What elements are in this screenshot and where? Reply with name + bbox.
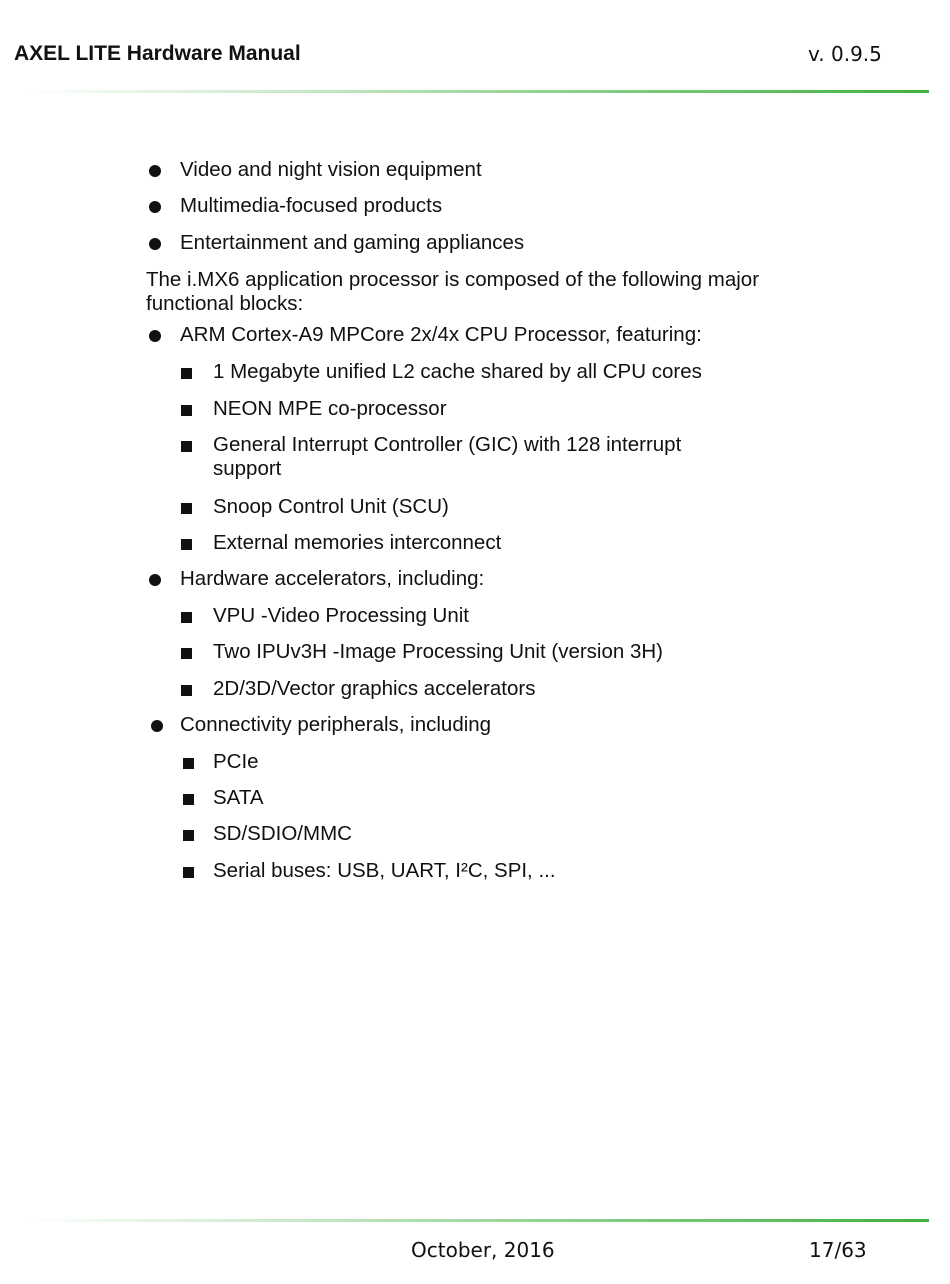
sub-list-item: 1 Megabyte unified L2 cache shared by all CPU cores	[213, 360, 702, 383]
intro-paragraph: The i.MX6 application processor is composed of the following major functional blocks:	[146, 268, 760, 315]
list-item-accelerators: Hardware accelerators, including:	[180, 567, 485, 590]
bullet-icon	[149, 238, 161, 250]
square-bullet-icon	[183, 830, 194, 841]
sub-list-item: SATA	[213, 786, 264, 809]
sub-list-item: NEON MPE co-processor	[213, 397, 447, 420]
document-version: v. 0.9.5	[808, 42, 882, 66]
square-bullet-icon	[181, 648, 192, 659]
page-number: 17/63	[809, 1238, 867, 1262]
list-item-connectivity: Connectivity peripherals, including	[180, 713, 492, 736]
sub-list-item: General Interrupt Controller (GIC) with 128 interrupt support	[213, 433, 682, 480]
square-bullet-icon	[181, 503, 192, 514]
sub-list-item: VPU -Video Processing Unit	[213, 604, 469, 627]
bullet-icon	[149, 165, 161, 177]
sub-list-item: SD/SDIO/MMC	[213, 822, 352, 845]
square-bullet-icon	[181, 368, 192, 379]
sub-list-item: External memories interconnect	[213, 531, 502, 554]
sub-list-item: Serial buses: USB, UART, I²C, SPI, ...	[213, 859, 556, 882]
footer-divider	[20, 1219, 929, 1222]
square-bullet-icon	[183, 758, 194, 769]
document-title: AXEL LITE Hardware Manual	[14, 42, 301, 65]
footer-date: October, 2016	[411, 1238, 555, 1262]
square-bullet-icon	[181, 405, 192, 416]
square-bullet-icon	[181, 685, 192, 696]
bullet-icon	[149, 201, 161, 213]
sub-list-item: Snoop Control Unit (SCU)	[213, 495, 449, 518]
sub-list-item: Two IPUv3H -Image Processing Unit (version 3H)	[213, 640, 664, 663]
list-item-cpu: ARM Cortex-A9 MPCore 2x/4x CPU Processor, featuring:	[180, 323, 702, 346]
list-item: Entertainment and gaming appliances	[180, 231, 525, 254]
sub-list-item: 2D/3D/Vector graphics accelerators	[213, 677, 536, 700]
square-bullet-icon	[181, 539, 192, 550]
header-divider	[20, 90, 929, 93]
list-item: Multimedia-focused products	[180, 194, 443, 217]
square-bullet-icon	[183, 794, 194, 805]
bullet-icon	[151, 720, 163, 732]
square-bullet-icon	[181, 441, 192, 452]
square-bullet-icon	[183, 867, 194, 878]
square-bullet-icon	[181, 612, 192, 623]
sub-list-item: PCIe	[213, 750, 259, 773]
bullet-icon	[149, 574, 161, 586]
bullet-icon	[149, 330, 161, 342]
list-item: Video and night vision equipment	[180, 158, 482, 181]
